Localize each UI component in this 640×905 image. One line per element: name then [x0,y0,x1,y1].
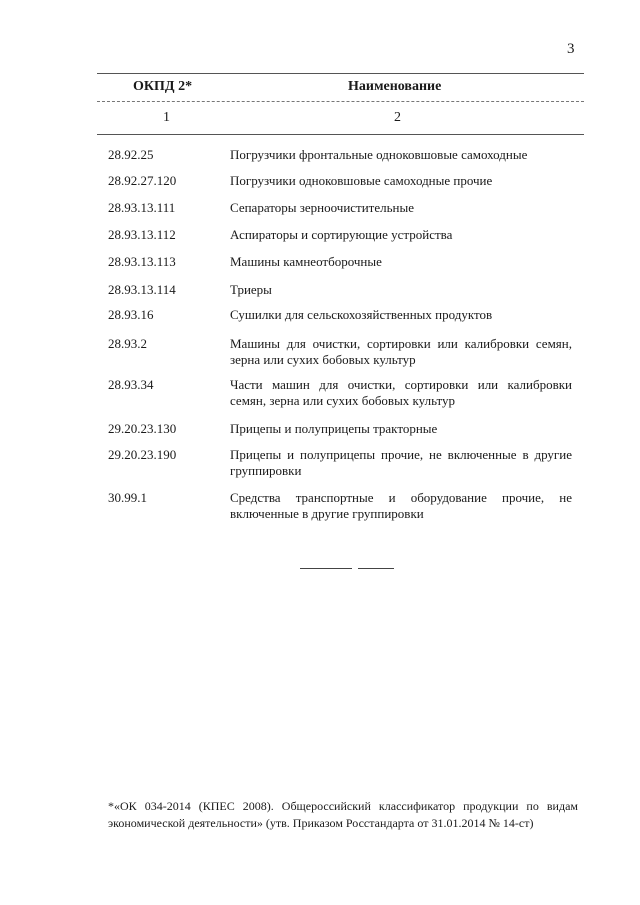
end-separator-right [358,568,394,569]
row-name: Погрузчики фронтальные одноковшовые самоходные [230,147,528,162]
row-code: 29.20.23.130 [108,421,177,436]
page-number: 3 [567,41,575,57]
row-name: Машины камнеотборочные [230,254,382,269]
row-code: 28.93.2 [108,336,147,351]
header-code: ОКПД 2* [133,79,193,94]
row-name: Сепараторы зерноочистительные [230,200,415,215]
row-code: 28.93.13.114 [108,282,176,297]
footnote: *«ОК 034-2014 (КПЕС 2008). Общероссийский классификатор продукции по видам экономической деятельности» (утв. Приказом Росстандарта от 31.01.2014 № 14-ст) [108,799,578,830]
row-name: Прицепы и полуприцепы прочие, не включенные в другие группировки [230,447,572,478]
row-code: 29.20.23.190 [108,447,177,462]
header-name: Наименование [348,79,442,94]
row-code: 28.93.13.113 [108,254,176,269]
row-code: 28.93.34 [108,377,154,392]
row-code: 28.93.13.111 [108,200,176,215]
row-code: 28.92.27.120 [108,173,177,188]
table-header-rule [97,101,584,102]
column-number-1: 1 [163,110,170,125]
row-code: 30.99.1 [108,490,147,505]
column-number-2: 2 [394,110,401,125]
row-name: Машины для очистки, сортировки или калибровки семян, зерна или сухих бобовых культур [230,336,572,367]
row-name: Триеры [230,282,272,297]
row-name: Прицепы и полуприцепы тракторные [230,421,438,436]
row-name: Сушилки для сельскохозяйственных продуктов [230,307,493,322]
row-name: Средства транспортные и оборудование прочие, не включенные в другие группировки [230,490,572,521]
row-name: Части машин для очистки, сортировки или калибровки семян, зерна или сухих бобовых культур [230,377,572,408]
row-code: 28.93.13.112 [108,227,176,242]
table-top-rule [97,73,584,74]
row-name: Погрузчики одноковшовые самоходные прочие [230,173,493,188]
table-numbers-rule [97,134,584,135]
row-name: Аспираторы и сортирующие устройства [230,227,453,242]
row-code: 28.93.16 [108,307,154,322]
end-separator-left [300,568,352,569]
row-code: 28.92.25 [108,147,154,162]
